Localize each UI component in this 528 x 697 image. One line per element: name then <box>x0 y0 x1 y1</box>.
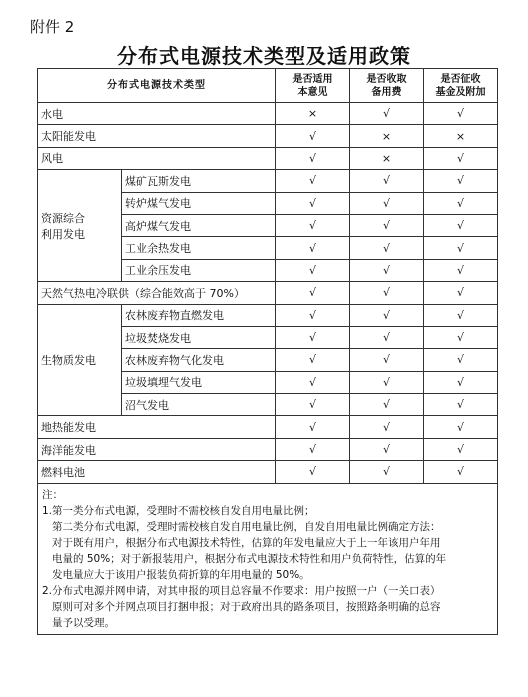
cell-backup-fee: √ <box>350 326 424 348</box>
table-row <box>38 461 498 483</box>
notes-row <box>38 483 498 634</box>
cell-backup-fee: √ <box>350 214 424 236</box>
header-applicable: 是否适用 本意见 <box>276 69 350 103</box>
header-fund: 是否征收 基金及附加 <box>424 69 498 103</box>
cell-applicable: √ <box>276 371 350 393</box>
note-line: 量予以受理。 <box>52 616 115 629</box>
group-label-resource: 资源综合 利用发电 <box>38 170 122 282</box>
cell-applicable: √ <box>276 349 350 371</box>
table-row <box>38 125 498 147</box>
cell-fund: √ <box>424 326 498 348</box>
cell-backup-fee: √ <box>350 282 424 304</box>
table-row <box>38 103 498 125</box>
cell-fund: √ <box>424 304 498 326</box>
policy-table <box>37 68 498 635</box>
row-label: 风电 <box>38 147 276 169</box>
table-row <box>38 438 498 460</box>
table-row <box>38 170 498 192</box>
cell-applicable: √ <box>276 416 350 438</box>
cell-backup-fee: × <box>350 147 424 169</box>
cell-fund: √ <box>424 416 498 438</box>
cell-fund: × <box>424 125 498 147</box>
cell-backup-fee: √ <box>350 103 424 125</box>
cell-applicable: √ <box>276 438 350 460</box>
row-label: 海洋能发电 <box>38 438 276 460</box>
cell-backup-fee: √ <box>350 259 424 281</box>
cell-fund: √ <box>424 371 498 393</box>
cell-applicable: √ <box>276 326 350 348</box>
cell-applicable: √ <box>276 125 350 147</box>
cell-backup-fee: √ <box>350 438 424 460</box>
cell-applicable: √ <box>276 147 350 169</box>
row-label: 水电 <box>38 103 276 125</box>
cell-backup-fee: √ <box>350 371 424 393</box>
cell-fund: √ <box>424 259 498 281</box>
notes-heading: 注： <box>42 488 63 501</box>
note-line: 电量的 50%；对于新报装用户，根据分布式电源技术特性和用户负荷特性，估算的年 <box>52 552 447 565</box>
cell-applicable: × <box>276 103 350 125</box>
table-row <box>38 304 498 326</box>
cell-fund: √ <box>424 461 498 483</box>
cell-fund: √ <box>424 192 498 214</box>
cell-fund: √ <box>424 170 498 192</box>
table-row <box>38 147 498 169</box>
notes <box>38 483 498 634</box>
row-label: 地热能发电 <box>38 416 276 438</box>
cell-fund: √ <box>424 349 498 371</box>
table-row <box>38 282 498 304</box>
page-title: 分布式电源技术类型及适用政策 <box>117 44 411 68</box>
header-row <box>38 69 498 103</box>
note-line: 对于既有用户，根据分布式电源技术特性，估算的年发电量应大于上一年该用户年用 <box>52 536 441 549</box>
row-label: 煤矿瓦斯发电 <box>122 170 276 192</box>
cell-fund: √ <box>424 438 498 460</box>
row-label: 工业余热发电 <box>122 237 276 259</box>
cell-applicable: √ <box>276 214 350 236</box>
note-line: 发电量应大于该用户报装负荷折算的年用电量的 50%。 <box>52 568 310 581</box>
row-label: 高炉煤气发电 <box>122 214 276 236</box>
header-backup-fee: 是否收取 备用费 <box>350 69 424 103</box>
cell-applicable: √ <box>276 304 350 326</box>
note-line: 第二类分布式电源，受理时需校核自发自用电量比例，自发自用电量比例确定方法： <box>52 520 441 533</box>
cell-backup-fee: √ <box>350 461 424 483</box>
row-label: 天然气热电冷联供（综合能效高于 70%） <box>38 282 276 304</box>
cell-applicable: √ <box>276 282 350 304</box>
group-label-biomass: 生物质发电 <box>38 304 122 416</box>
cell-applicable: √ <box>276 192 350 214</box>
cell-applicable: √ <box>276 170 350 192</box>
row-label: 转炉煤气发电 <box>122 192 276 214</box>
row-label: 燃料电池 <box>38 461 276 483</box>
cell-applicable: √ <box>276 461 350 483</box>
cell-fund: √ <box>424 103 498 125</box>
row-label: 沼气发电 <box>122 394 276 416</box>
cell-backup-fee: √ <box>350 349 424 371</box>
row-label: 垃圾焚烧发电 <box>122 326 276 348</box>
cell-applicable: √ <box>276 237 350 259</box>
cell-backup-fee: √ <box>350 170 424 192</box>
cell-applicable: √ <box>276 259 350 281</box>
cell-backup-fee: √ <box>350 192 424 214</box>
header-type: 分布式电源技术类型 <box>38 69 276 103</box>
cell-backup-fee: × <box>350 125 424 147</box>
attachment-label: 附件 2 <box>30 18 75 36</box>
cell-backup-fee: √ <box>350 394 424 416</box>
cell-fund: √ <box>424 214 498 236</box>
cell-backup-fee: √ <box>350 416 424 438</box>
note-line: 2.分布式电源并网申请，对其申报的项目总容量不作要求：用户按照一户（一关口表） <box>42 584 441 597</box>
cell-fund: √ <box>424 282 498 304</box>
note-line: 原则可对多个并网点项目打捆申报；对于政府出具的路条项目，按照路条明确的总容 <box>52 600 441 613</box>
row-label: 农林废弃物气化发电 <box>122 349 276 371</box>
cell-applicable: √ <box>276 394 350 416</box>
table-row <box>38 416 498 438</box>
row-label: 垃圾填埋气发电 <box>122 371 276 393</box>
cell-backup-fee: √ <box>350 237 424 259</box>
cell-fund: √ <box>424 147 498 169</box>
row-label: 工业余压发电 <box>122 259 276 281</box>
row-label: 农林废弃物直燃发电 <box>122 304 276 326</box>
cell-fund: √ <box>424 237 498 259</box>
row-label: 太阳能发电 <box>38 125 276 147</box>
note-line: 1.第一类分布式电源，受理时不需校核自发自用电量比例； <box>42 504 315 517</box>
cell-backup-fee: √ <box>350 304 424 326</box>
cell-fund: √ <box>424 394 498 416</box>
